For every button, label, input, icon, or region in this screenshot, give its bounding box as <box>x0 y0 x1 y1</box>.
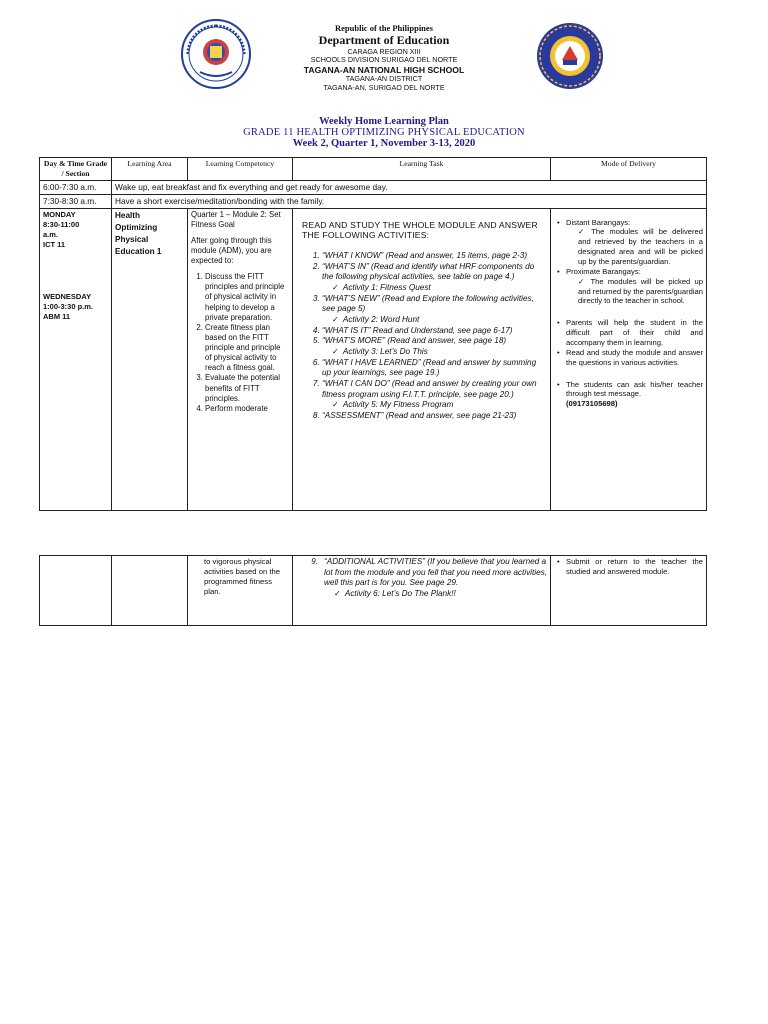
task-text: “WHAT IS IT” Read and Understand, see page 6-17) <box>322 325 513 335</box>
plan-titles <box>0 116 768 149</box>
department-name: Department of Education <box>318 33 450 48</box>
activity-sub <box>322 400 547 411</box>
additional-text: “ADDITIONAL ACTIVITIES” (If you believe that you learned a lot from the module and you fell that you need more activities, well this part is for you. See page 29. <box>324 557 548 588</box>
activity-text: Activity 5: My Fitness Program <box>342 400 454 410</box>
mode-list <box>554 557 703 577</box>
wednesday-block <box>43 292 108 322</box>
task-heading: READ AND STUDY THE WHOLE MODULE AND ANSWER THE FOLLOWING ACTIVITIES: <box>302 219 538 241</box>
read-text: Read and study the module and answer the questions in various activities. <box>566 347 703 367</box>
task-text: “WHAT I KNOW” (Read and answer, 15 items, page 2-3) <box>322 251 528 261</box>
parents-text: Parents will help the student in the difficult part of their child and accompany them in learning. <box>566 318 703 348</box>
activity-sub <box>322 315 547 326</box>
submit-text: Submit or return to the teacher the studied and answered module. <box>566 557 703 576</box>
region-text: CARAGA REGION XIII <box>347 46 421 56</box>
school-name: TAGANA-AN NATIONAL HIGH SCHOOL <box>303 64 465 75</box>
check-icon: ✓ <box>332 314 339 324</box>
competency-continued: to vigorous physical activities based on the programmed fitness plan. <box>204 557 281 596</box>
day-cell <box>40 556 112 626</box>
list-item: 2. Create fitness plan based on the FITT principle and principle of physical activity to reach a fitness goal. <box>205 323 289 374</box>
proximate-label: Proximate Barangays: <box>566 266 641 276</box>
check-icon: ✓ <box>578 227 588 237</box>
learning-area <box>115 210 184 259</box>
time-label: 1:00-3:30 p.m. <box>43 302 94 312</box>
area-line: Physical <box>115 235 149 245</box>
task-text: “WHAT’S IN” (Read and identify what HRF components do the following physical activities, see table on page 4.) <box>322 261 535 282</box>
additional-block <box>324 557 547 600</box>
time-label: 8:30-11:00 <box>43 219 80 229</box>
list-item: 3. Evaluate the potential benefits of FITT principles. <box>205 373 289 403</box>
republic-text: Republic of the Philippines <box>334 23 433 33</box>
proximate-text: The modules will be picked up and returned by the parents/guardian directly to the teacher in school. <box>578 276 703 306</box>
task-cell <box>293 556 551 626</box>
activity-sub <box>322 347 547 358</box>
task-list <box>296 251 547 422</box>
competency-intro: After going through this module (ADM), you are expected to: <box>191 235 272 266</box>
monday-block <box>43 210 108 251</box>
area-line: Health <box>115 210 141 220</box>
list-item <box>566 318 703 348</box>
table-row <box>40 208 707 510</box>
section-label: ICT 11 <box>43 239 66 249</box>
mode-list <box>554 218 703 410</box>
list-item <box>322 251 547 262</box>
list-item <box>566 267 703 306</box>
col-competency: Learning Competency <box>188 158 293 181</box>
activity-text: Activity 2: Word Hunt <box>342 314 420 324</box>
task-text: “WHAT’S NEW” (Read and Explore the following activities, see page 5) <box>322 293 534 314</box>
students-text: The students can ask his/her teacher through test message. <box>566 379 703 399</box>
learning-plan-table <box>39 157 707 511</box>
task-cell <box>293 208 551 510</box>
module-title: Quarter 1 – Module 2: Set Fitness Goal <box>191 209 281 229</box>
learning-area-cell <box>112 556 188 626</box>
day-label: WEDNESDAY <box>43 292 92 302</box>
list-item <box>322 294 547 326</box>
activity-sub <box>324 589 547 600</box>
list-item <box>566 557 703 577</box>
task-text: “WHAT I HAVE LEARNED” (Read and answer by summing up your learnings, see page 19.) <box>322 357 537 378</box>
distant-text-block <box>566 227 703 266</box>
week-title: Week 2, Quarter 1, November 3-13, 2020 <box>292 138 476 149</box>
plan-title: Weekly Home Learning Plan <box>319 116 449 127</box>
table-row <box>40 181 707 195</box>
activity-text: Activity 3: Let’s Do This <box>342 346 428 356</box>
list-item <box>322 358 547 379</box>
distant-label: Distant Barangays: <box>566 217 631 227</box>
check-icon: ✓ <box>334 588 341 598</box>
day-label: MONDAY <box>43 209 76 219</box>
list-item <box>566 348 703 368</box>
competency-cell <box>188 556 293 626</box>
table-row <box>40 556 707 626</box>
schedule-time: 6:00-7:30 a.m. <box>40 181 112 195</box>
col-day: Day & Time Grade / Section <box>40 158 112 181</box>
task-text: “WHAT’S MORE” (Read and answer, see page 18) <box>322 336 507 346</box>
check-icon: ✓ <box>332 346 339 356</box>
continuation-table <box>39 555 707 626</box>
list-item <box>322 411 547 422</box>
schedule-time: 7:30-8:30 a.m. <box>40 194 112 208</box>
district-text: TAGANA-AN DISTRICT <box>345 74 423 84</box>
check-icon: ✓ <box>578 276 587 286</box>
mode-cell <box>551 556 707 626</box>
check-icon: ✓ <box>332 283 339 292</box>
col-area: Learning Area <box>112 158 188 181</box>
col-mode: Mode of Delivery <box>551 158 707 181</box>
section-label: ABM 11 <box>43 312 71 322</box>
table-row <box>40 194 707 208</box>
task-text: “WHAT I CAN DO” (Read and answer by creating your own fitness program using F.I.T.T. principle, see page 20.) <box>322 378 537 399</box>
distant-text: The modules will be delivered and retrieved by the teachers in a designated area and will be picked up by the parents/guardian. <box>578 227 703 266</box>
mode-cell <box>551 208 707 510</box>
task-text: “ASSESSMENT” (Read and answer, see page 21-23) <box>322 410 517 420</box>
learning-area-cell <box>112 208 188 510</box>
time-label: a.m. <box>43 229 59 239</box>
proximate-text-block <box>566 277 703 307</box>
subject-title: GRADE 11 HEALTH OPTIMIZING PHYSICAL EDUCATION <box>243 127 525 138</box>
list-item <box>566 380 703 410</box>
area-line: Education 1 <box>115 247 162 257</box>
competency-cell <box>188 208 293 510</box>
list-item: 4. Perform moderate <box>205 404 289 414</box>
letterhead <box>0 23 768 92</box>
additional-number: 9. <box>311 557 318 566</box>
table-header-row <box>40 158 707 181</box>
list-item <box>322 379 547 411</box>
schedule-activity: Wake up, eat breakfast and fix everything and get ready for awesome day. <box>112 181 707 195</box>
phone-number: (09173105698) <box>566 399 618 409</box>
list-item <box>322 336 547 357</box>
additional-activity <box>296 557 547 600</box>
address-text: TAGANA-AN, SURIGAO DEL NORTE <box>323 82 445 92</box>
list-item <box>566 218 703 267</box>
activity-text: Activity 6: Let’s Do The Plank!! <box>344 588 456 598</box>
activity-sub <box>322 283 547 294</box>
competency-list <box>191 272 289 414</box>
day-cell <box>40 208 112 510</box>
list-item: 1. Discuss the FITT principles and principle of physical activity in helping to develop a private preparation. <box>205 272 289 323</box>
list-item <box>322 326 547 337</box>
activity-text: Activity 1: Fitness Quest <box>342 283 431 292</box>
col-task: Learning Task <box>293 158 551 181</box>
schedule-activity: Have a short exercise/meditation/bonding with the family. <box>112 194 707 208</box>
division-text: SCHOOLS DIVISION SURIGAO DEL NORTE <box>310 55 458 65</box>
area-line: Optimizing <box>115 222 158 232</box>
list-item <box>322 262 547 294</box>
check-icon: ✓ <box>332 400 339 410</box>
